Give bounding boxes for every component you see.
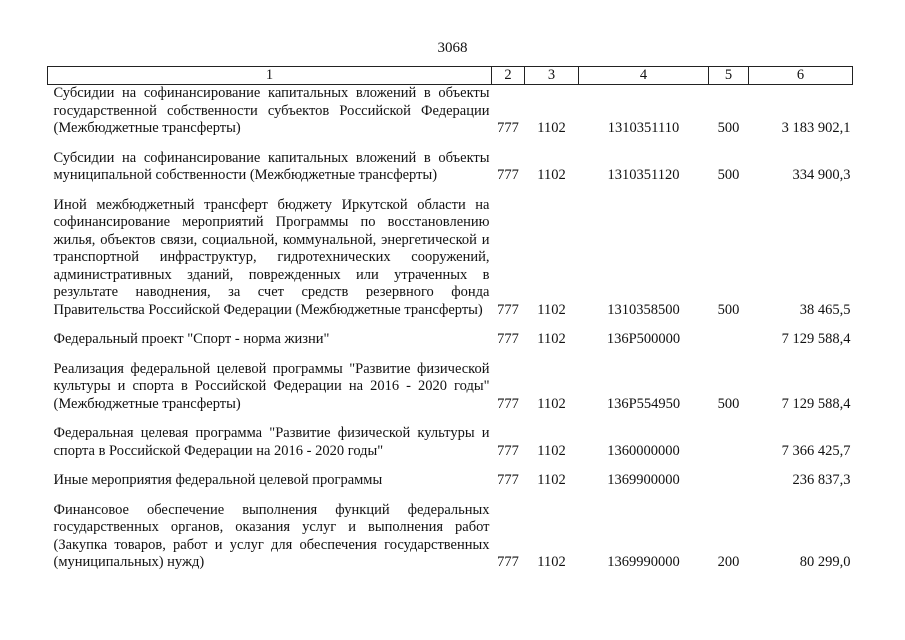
section-code: 1102 <box>537 120 566 136</box>
target-article-code: 1369900000 <box>607 472 680 488</box>
ministry-code: 777 <box>497 167 519 183</box>
amount: 3 183 902,1 <box>781 120 851 136</box>
table-row <box>48 197 853 332</box>
ministry-code: 777 <box>497 442 519 459</box>
target-article-code: 1310351120 <box>607 167 680 183</box>
expense-name: Финансовое обеспечение выполнения функций федеральных государственных органов, оказания услуг и выполнения работ (Закупка товаров, работ и услуг для обеспечения государственных (муниципальных) нужд) <box>53 501 490 570</box>
target-article-code: 136P554950 <box>606 395 681 412</box>
expense-name: Иные мероприятия федеральной целевой программы <box>53 472 383 488</box>
ministry-code: 777 <box>497 554 519 570</box>
amount: 236 837,3 <box>792 472 851 488</box>
table-row <box>48 472 853 502</box>
table-row <box>48 361 853 426</box>
expense-type-code <box>709 331 749 361</box>
budget-table <box>47 66 853 584</box>
header-row <box>48 67 853 85</box>
section-code: 1102 <box>537 331 566 347</box>
target-article-code: 1360000000 <box>607 442 680 459</box>
ministry-code: 777 <box>497 395 519 412</box>
target-article-code: 136P500000 <box>606 331 681 347</box>
expense-type-code <box>709 425 749 472</box>
column-header: 5 <box>709 67 749 85</box>
expense-name: Субсидии на софинансирование капитальных вложений в объекты государственной собственности субъектов Российской Федерации (Межбюджетные трансферты) <box>53 85 490 136</box>
column-header: 6 <box>749 67 853 85</box>
expense-name: Федеральная целевая программа "Развитие физической культуры и спорта в Российской Федерации на 2016 - 2020 годы" <box>53 425 490 459</box>
column-header: 2 <box>492 67 525 85</box>
expense-type-code: 500 <box>717 167 740 183</box>
expense-name: Реализация федеральной целевой программы "Развитие физической культуры и спорта в Российской Федерации на 2016 - 2020 годы" (Межбюджетные трансферты) <box>53 360 490 412</box>
section-code: 1102 <box>537 554 566 570</box>
expense-type-code <box>709 472 749 502</box>
amount: 38 465,5 <box>799 301 851 318</box>
column-header: 3 <box>525 67 579 85</box>
section-code: 1102 <box>537 472 566 488</box>
expense-name: Иной межбюджетный трансферт бюджету Иркутской области на софинансирование мероприятий Программы по восстановлению жилья, объектов связи, социальной, коммунальной, энергетической и транспортной инфраструктур, гидротехнических сооружений, административных зданий, поврежденных или утраченных в результате наводнения, за счет средств резервного фонда Правительства Российской Федерации (Межбюджетные трансферты) <box>53 196 490 318</box>
ministry-code: 777 <box>497 472 519 488</box>
section-code: 1102 <box>537 167 566 183</box>
table-row <box>48 502 853 584</box>
expense-name: Федеральный проект "Спорт - норма жизни" <box>53 331 330 347</box>
amount: 334 900,3 <box>792 167 851 183</box>
target-article-code: 1310351110 <box>607 120 680 136</box>
ministry-code: 777 <box>497 301 519 318</box>
expense-type-code: 500 <box>717 301 740 318</box>
section-code: 1102 <box>537 301 566 318</box>
ministry-code: 777 <box>497 120 519 136</box>
table-row <box>48 425 853 472</box>
amount: 7 366 425,7 <box>781 442 851 459</box>
column-header: 1 <box>48 67 492 85</box>
section-code: 1102 <box>537 442 566 459</box>
table-row <box>48 85 853 150</box>
target-article-code: 1369990000 <box>607 554 680 570</box>
table-row <box>48 331 853 361</box>
expense-name: Субсидии на софинансирование капитальных вложений в объекты муниципальной собственности (Межбюджетные трансферты) <box>53 149 490 183</box>
page-number: 3068 <box>437 40 468 56</box>
amount: 80 299,0 <box>799 554 851 570</box>
amount: 7 129 588,4 <box>781 395 851 412</box>
expense-type-code: 500 <box>717 395 740 412</box>
table-row <box>48 150 853 197</box>
amount: 7 129 588,4 <box>781 331 851 347</box>
expense-type-code: 500 <box>717 120 740 136</box>
ministry-code: 777 <box>497 331 519 347</box>
expense-type-code: 200 <box>717 554 740 570</box>
section-code: 1102 <box>537 395 566 412</box>
column-header: 4 <box>579 67 709 85</box>
target-article-code: 1310358500 <box>607 301 680 318</box>
